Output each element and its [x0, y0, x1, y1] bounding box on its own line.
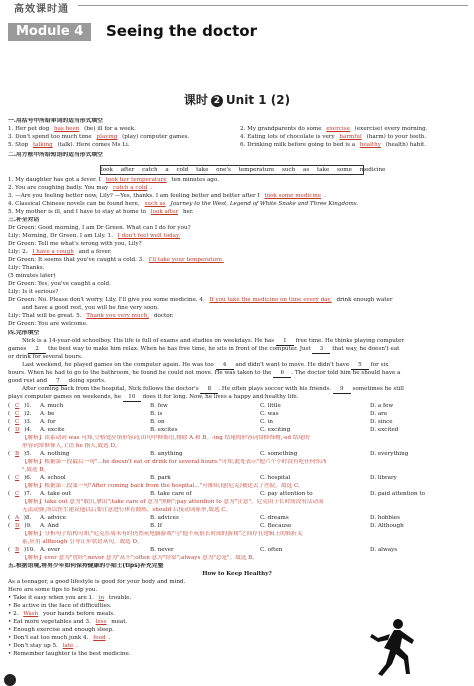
- runner-silhouette-icon: [360, 618, 420, 678]
- section-5-title: 五.根据语境,将男少年如何保持健康的小贴士(tips)补充完整: [8, 563, 164, 569]
- dialog-answer-5: Thank you very much,: [86, 313, 150, 319]
- dialog-line-3: Dr Green: Tell me what's wrong with you, Lily?: [8, 241, 142, 247]
- explanation-note: 无法动弹,所以医生建议他以后要注意进行体育锻炼。should 后接动词原形,故选 C。: [22, 507, 232, 513]
- mc-number: 9: [26, 523, 30, 529]
- s1-q1-tail: (be) ill for a week.: [84, 126, 136, 132]
- cloze-line-3: or drink for several hours.: [8, 354, 83, 360]
- tip-7-tail: .: [76, 643, 79, 649]
- mc-option-c: C. in: [260, 419, 274, 425]
- tips-intro-2: Here are some tips to help you.: [8, 587, 98, 593]
- tip-1-answer: in: [98, 595, 105, 601]
- s2-q1: [8, 177, 466, 184]
- mc-option-d: D. everything: [370, 451, 409, 457]
- s2-q2-stem: 2. You are coughing badly. You may: [8, 185, 109, 191]
- mc-question-row: [8, 523, 466, 530]
- mc-answer-key: ( D )4.: [8, 427, 32, 433]
- dialog-tail-4: drink enough water: [336, 297, 393, 303]
- s1-q6-answer: healthy: [359, 142, 381, 148]
- tip-4-answer: less: [95, 619, 107, 625]
- mc-question-row: [8, 427, 466, 434]
- dialog-line-11: and have a good rest, you will be fine very soon.: [22, 305, 159, 311]
- dialog-stem-2: Lily: 2.: [8, 249, 28, 255]
- mc-option-a: A. be: [40, 411, 55, 417]
- cloze-blank-6: 6: [273, 370, 291, 378]
- cloze-blank-10: 10: [123, 394, 141, 402]
- mc-option-d: D. library: [370, 475, 397, 481]
- mc-answer: C: [14, 419, 20, 425]
- header-rule: [78, 5, 468, 6]
- cloze-blank-1: 1: [276, 338, 294, 346]
- mc-question-row: [8, 419, 466, 426]
- lesson-heading: [0, 91, 474, 108]
- s1-row-3: [8, 142, 466, 149]
- dialog-line-8: Dr Green: Yes, you've caught a cold.: [8, 281, 111, 287]
- cloze-blank-3: 3: [312, 346, 330, 354]
- explanation-note: 形容词常修饰人,主语 he 指人,故选 D。: [22, 443, 121, 449]
- dialog-answer-2: I have a cough: [32, 249, 74, 255]
- cloze-text-4c: for six: [370, 362, 389, 368]
- tip-6-tail: .: [108, 635, 111, 641]
- tip-3-answer: Wash: [23, 611, 39, 617]
- s1-q6-stem: 6. Drinking milk before going to bed is a: [240, 142, 356, 148]
- s2-q5-tail: her.: [182, 209, 194, 215]
- s1-row-1: [8, 126, 466, 133]
- s1-q3-answer: playing: [96, 134, 118, 140]
- mc-answer: C: [14, 475, 20, 481]
- mc-option-b: B. anything: [150, 451, 183, 457]
- cloze-text-5b: . The doctor told him he should have a: [291, 370, 401, 376]
- tip-7-answer: late: [62, 643, 74, 649]
- brand-logo: 高效课时通: [14, 4, 69, 15]
- cloze-text-7b: . He often plays soccer with his friends.: [218, 386, 331, 392]
- tip-3-stem: • 2.: [8, 611, 19, 617]
- mc-option-d: D. hobbies: [370, 515, 400, 521]
- mc-option-d: D. are: [370, 411, 388, 417]
- mc-option-d: D. excited: [370, 427, 399, 433]
- module-title: Seeing the doctor: [106, 22, 257, 40]
- mc-option-b: B. excites: [150, 427, 178, 433]
- mc-option-c: C. pay attention to: [260, 491, 313, 497]
- dialog-stem-3: Dr Green: It seems that you've caught a cold. 3.: [8, 257, 144, 263]
- mc-answer-key: ( C )3.: [8, 419, 32, 425]
- explanation-note: 【解析】take out 意为"取出,拿出";take care of 意为"照顾";pay attention to 意为"注意"。尼克由于长时间没有活动而: [22, 499, 324, 505]
- section-4-title: 四.完形填空: [8, 330, 40, 336]
- cloze-text-6b: doing sports.: [68, 378, 106, 384]
- mc-option-d: D. paid attention to: [370, 491, 426, 497]
- cloze-line-2: [8, 346, 466, 354]
- tip-7-stem: • Don't stay up 5.: [8, 643, 58, 649]
- s2-q3: [8, 193, 466, 200]
- lesson-number-badge: 2: [211, 95, 223, 107]
- mc-question-row: [8, 451, 466, 458]
- s1-q1-stem: 1. Her pet dog: [8, 126, 50, 132]
- mc-answer: D: [14, 427, 20, 433]
- s1-q4: [240, 134, 426, 141]
- cloze-line-4: [22, 362, 466, 370]
- dialog-line-1: Dr Green: Good morning, I am Dr Green. What can I do for you?: [8, 225, 191, 231]
- mc-option-b: B. advices: [150, 515, 179, 521]
- cloze-text-8: plays computer games on weekends, he: [8, 394, 122, 400]
- mc-number: 1: [26, 403, 30, 409]
- cloze-text-5: hours. When he had to go to the bathroom, he found he could not move. He was taken to the: [8, 370, 272, 376]
- dialog-answer-1: I don't feel well today.: [117, 233, 181, 239]
- page-number-badge: [4, 674, 16, 686]
- dialog-line-12: [8, 313, 466, 320]
- cloze-line-5: [8, 370, 466, 378]
- mc-number: 6: [26, 475, 30, 481]
- explanation-note: 【解析】由系动词 was 可知,空格处应填形容词,由句中修饰语,排除 A 和 B。-ing 结尾的形容词常修饰物,-ed 结尾的: [22, 435, 310, 441]
- s1-q4-tail: (harm) to your teeth.: [366, 134, 427, 140]
- mc-answer-key: ( A )8.: [8, 515, 32, 521]
- cloze-text-6: good rest and: [8, 378, 48, 384]
- s2-q4-tail: Journey to the West, Legend of White Snake and Three Kingdoms.: [170, 201, 359, 207]
- tip-4-stem: • Eat more vegetables and 3.: [8, 619, 91, 625]
- mc-question-row: [8, 411, 466, 418]
- dialog-stem-5: Lily: That will be great. 5.: [8, 313, 82, 319]
- cloze-blank-4: 4: [216, 362, 234, 370]
- cloze-blank-7: 7: [49, 378, 67, 386]
- mc-option-c: C. dreams: [260, 515, 289, 521]
- mc-answer-key: ( C )2.: [8, 411, 32, 417]
- section-3-title: 三.补全对话: [8, 217, 40, 223]
- mc-question-row: [8, 491, 466, 498]
- dialog-line-6: Lily: Thanks.: [8, 265, 45, 271]
- s1-row-2: [8, 134, 466, 141]
- cloze-text-8b: does it for long. Now, he lives a happy and healthy life.: [142, 394, 299, 400]
- mc-option-d: D. always: [370, 547, 398, 553]
- mc-option-a: A. excite: [40, 427, 65, 433]
- mc-option-a: A. ever: [40, 547, 61, 553]
- mc-option-c: C. little: [260, 403, 281, 409]
- mc-number: 8: [25, 515, 30, 521]
- dialog-line-5: [8, 257, 466, 264]
- lesson-title: Unit 1 (2): [225, 93, 291, 107]
- mc-option-d: D. Although: [370, 523, 404, 529]
- mc-option-c: C. often: [260, 547, 283, 553]
- s2-q1-tail: ten minutes ago.: [171, 177, 219, 183]
- mc-option-b: B. never: [150, 547, 174, 553]
- mc-question-row: [8, 403, 466, 410]
- mc-question-row: [8, 515, 466, 522]
- s2-q5-stem: 5. My mother is ill, and I have to stay at home to: [8, 209, 147, 215]
- mc-answer: C: [14, 403, 20, 409]
- mc-answer: B: [14, 451, 20, 457]
- mc-answer-key: ( C )7.: [8, 491, 32, 497]
- s1-q5-tail: (talk). Here comes Ms Li.: [57, 142, 130, 148]
- mc-option-a: A. for: [40, 419, 56, 425]
- explanation-note: 【解析】分析句子结构可知,"尼克在周末有时仍然玩电脑游戏"与"他不玩很长时间的游戏"之间存在逻辑上的转折关: [22, 531, 303, 537]
- mc-answer: A: [14, 515, 20, 521]
- cloze-text-2: games: [8, 346, 27, 352]
- tip-1-tail: trouble.: [108, 595, 132, 601]
- s1-q3-tail: (play) computer games.: [122, 134, 190, 140]
- mc-option-b: B. take care of: [150, 491, 192, 497]
- dialog-line-10: [8, 297, 466, 304]
- mc-option-b: B. park: [150, 475, 171, 481]
- s1-q1-answer: has been: [53, 126, 80, 132]
- mc-option-d: D. since: [370, 419, 393, 425]
- mc-option-c: C. exciting: [260, 427, 291, 433]
- s1-q2-stem: 2. My grandparents do some: [240, 126, 322, 132]
- cloze-text-2c: that way, he doesn't eat: [332, 346, 400, 352]
- tips-intro-1: As a teenager, a good lifestyle is good for your body and mind.: [8, 579, 186, 585]
- mc-number: 5: [26, 451, 30, 457]
- explanation-note: 系,应用 although 引导让步状语从句。故选 D。: [22, 539, 143, 545]
- tip-8: • Remember laughter is the best medicine.: [8, 651, 131, 657]
- mc-answer-key: ( C )1.: [8, 403, 32, 409]
- s2-q2: [8, 185, 466, 192]
- tip-6-answer: food: [93, 635, 106, 641]
- lesson-prefix: 课时: [183, 93, 208, 107]
- cloze-line-1: [22, 338, 466, 346]
- cloze-line-8: [8, 394, 466, 402]
- mc-option-b: B. is: [150, 411, 163, 417]
- cloze-text-7: After coming back from the hospital, Nick follows the doctor's: [22, 386, 199, 392]
- s1-q2-answer: exercise: [326, 126, 350, 132]
- module-tag: Module 4: [8, 23, 91, 41]
- mc-option-b: B. on: [150, 419, 165, 425]
- s1-q6: [240, 142, 426, 149]
- mc-question-row: [8, 475, 466, 482]
- mc-option-a: A. much: [40, 403, 64, 409]
- mc-answer-key: ( B )10.: [8, 547, 35, 553]
- cloze-line-7: [22, 386, 466, 394]
- s2-q5: [8, 209, 466, 216]
- mc-option-c: C. Because: [260, 523, 292, 529]
- explanation-note: 【解析】ever 意为"曾经";never 意为"从不";often 意为"经常";always 意为"总是"。故选 B。: [22, 555, 258, 561]
- mc-option-d: D. a few: [370, 403, 394, 409]
- tip-3-tail: your hands before meals.: [43, 611, 115, 617]
- mc-option-b: B. few: [150, 403, 168, 409]
- dialog-tail-5: doctor.: [153, 313, 174, 319]
- cloze-line-6: [8, 378, 466, 386]
- s1-q6-tail: (health) habit.: [385, 142, 427, 148]
- cloze-text-2b: the best way to make him relax. When he has free time, he sits in front of the computer. Just: [47, 346, 311, 352]
- cloze-text-7c: sometimes he still: [352, 386, 404, 392]
- s2-q4-stem: 4. Classical Chinese novels can be found here,: [8, 201, 140, 207]
- section-1-title: 一.用括号中所给单词的适当形式填空: [8, 118, 103, 124]
- mc-answer-key: ( C )6.: [8, 475, 32, 481]
- mc-number: 3: [26, 419, 30, 425]
- dialog-answer-3: I'll take your temperature.: [148, 257, 224, 263]
- mc-option-a: A. And: [40, 523, 59, 529]
- dialog-stem-4: Dr Green: No. Please don't worry, Lily. I'll give you some medicine. 4.: [8, 297, 205, 303]
- mc-option-b: B. If: [150, 523, 162, 529]
- mc-answer: C: [14, 411, 20, 417]
- cloze-text-1: Nick is a 14-year-old schoolboy. His life is full of exams and studies on weekdays. He has: [22, 338, 275, 344]
- tip-1-stem: • Take it easy when you are 1.: [8, 595, 94, 601]
- mc-option-a: A. nothing: [40, 451, 70, 457]
- dialog-line-13: Dr Green: You are welcome.: [8, 321, 88, 327]
- s1-q5-answer: talking: [32, 142, 53, 148]
- s1-q4-stem: 4. Eating lots of chocolate is very: [240, 134, 335, 140]
- cloze-text-1b: free time. He thinks playing computer: [295, 338, 405, 344]
- explanation-note: 【解析】根据第一段最后一句"...he doesn't eat or drink for several hours."可知,此处表示"他六个小时没有吃任何东西: [22, 459, 327, 465]
- tip-2: • Be active in the face of difficulties.: [8, 603, 112, 609]
- mc-option-c: C. something: [260, 451, 298, 457]
- cloze-text-4: Last weekend, he played games on the computer again. He was too: [22, 362, 214, 368]
- s2-q2-tail: .: [150, 185, 152, 191]
- s2-q2-answer: catch a cold: [113, 185, 148, 191]
- s2-q3-answer: took some medicine: [264, 193, 322, 199]
- s2-q3-tail: .: [324, 193, 326, 199]
- dialog-tail-2: and a fever.: [78, 249, 112, 255]
- s1-q3-stem: 3. Don't spend too much time: [8, 134, 92, 140]
- tip-4-tail: meat.: [111, 619, 128, 625]
- s2-q1-stem: 1. My daughter has got a fever. I: [8, 177, 101, 183]
- mc-number: 10: [26, 547, 34, 553]
- top-banner: [0, 0, 474, 15]
- mc-option-c: C. was: [260, 411, 279, 417]
- tip-3: [8, 611, 466, 618]
- s2-q3-stem: 3. —Are you feeling better now, Lily? —Yes, thanks. I am feeling better and better after I: [8, 193, 260, 199]
- s2-q4-answer: such as: [144, 201, 166, 207]
- cloze-text-4b: and didn't want to move. He didn't have: [235, 362, 350, 368]
- mc-option-a: A. school: [40, 475, 66, 481]
- s2-q4: [8, 201, 466, 208]
- tips-heading: How to Keep Healthy?: [202, 571, 272, 577]
- tip-6-stem: • Don't eat too much junk 4.: [8, 635, 89, 641]
- s2-q1-answer: took her temperature: [105, 177, 167, 183]
- dialog-line-9: Lily: Is it serious?: [8, 289, 59, 295]
- dialog-stem-1: Lily: Morning, Dr Green. I am Lily. 1.: [8, 233, 113, 239]
- cloze-blank-5: 5: [351, 362, 369, 370]
- mc-option-a: A. take out: [40, 491, 71, 497]
- cloze-blank-8: 8: [200, 386, 218, 394]
- mc-number: 2: [26, 411, 30, 417]
- mc-question-row: [8, 547, 466, 554]
- s1-q5-stem: 5. Stop: [8, 142, 29, 148]
- cloze-blank-9: 9: [333, 386, 351, 394]
- section-2-title: 二.用方框中所给短语的适当形式填空: [8, 152, 103, 158]
- explanation-note: 【解析】根据第三段第一句"After coming back from the hospital..."可推知,他(尼克)被送去了医院。故选 C。: [22, 483, 304, 489]
- explanation-note: ",故选 B。: [22, 467, 50, 473]
- mc-number: 4: [26, 427, 30, 433]
- tip-1: [8, 595, 466, 602]
- dialog-line-2: [8, 233, 466, 240]
- s1-q2: [240, 126, 427, 133]
- mc-answer-key: ( B )5.: [8, 451, 32, 457]
- mc-option-a: A. advice: [40, 515, 66, 521]
- dialog-answer-4: If you take the medicine on time every day,: [209, 297, 332, 303]
- phrase-box: look after catch a cold take one's temperature such as take some medicine: [101, 167, 386, 173]
- s1-q4-answer: harmful: [339, 134, 362, 140]
- s2-q5-answer: look after: [150, 209, 179, 215]
- mc-answer: C: [14, 491, 20, 497]
- mc-answer: D: [14, 523, 20, 529]
- mc-answer: B: [14, 547, 20, 553]
- mc-number: 7: [26, 491, 30, 497]
- mc-answer-key: ( D )9.: [8, 523, 32, 529]
- dialog-line-4: [8, 249, 466, 256]
- cloze-blank-2: 2: [28, 346, 46, 354]
- mc-option-c: C. hospital: [260, 475, 291, 481]
- tip-5: • Enough exercise and enough sleep.: [8, 627, 114, 633]
- s1-q2-tail: (exercise) every morning.: [354, 126, 428, 132]
- dialog-line-7: (5 minutes later): [8, 273, 56, 279]
